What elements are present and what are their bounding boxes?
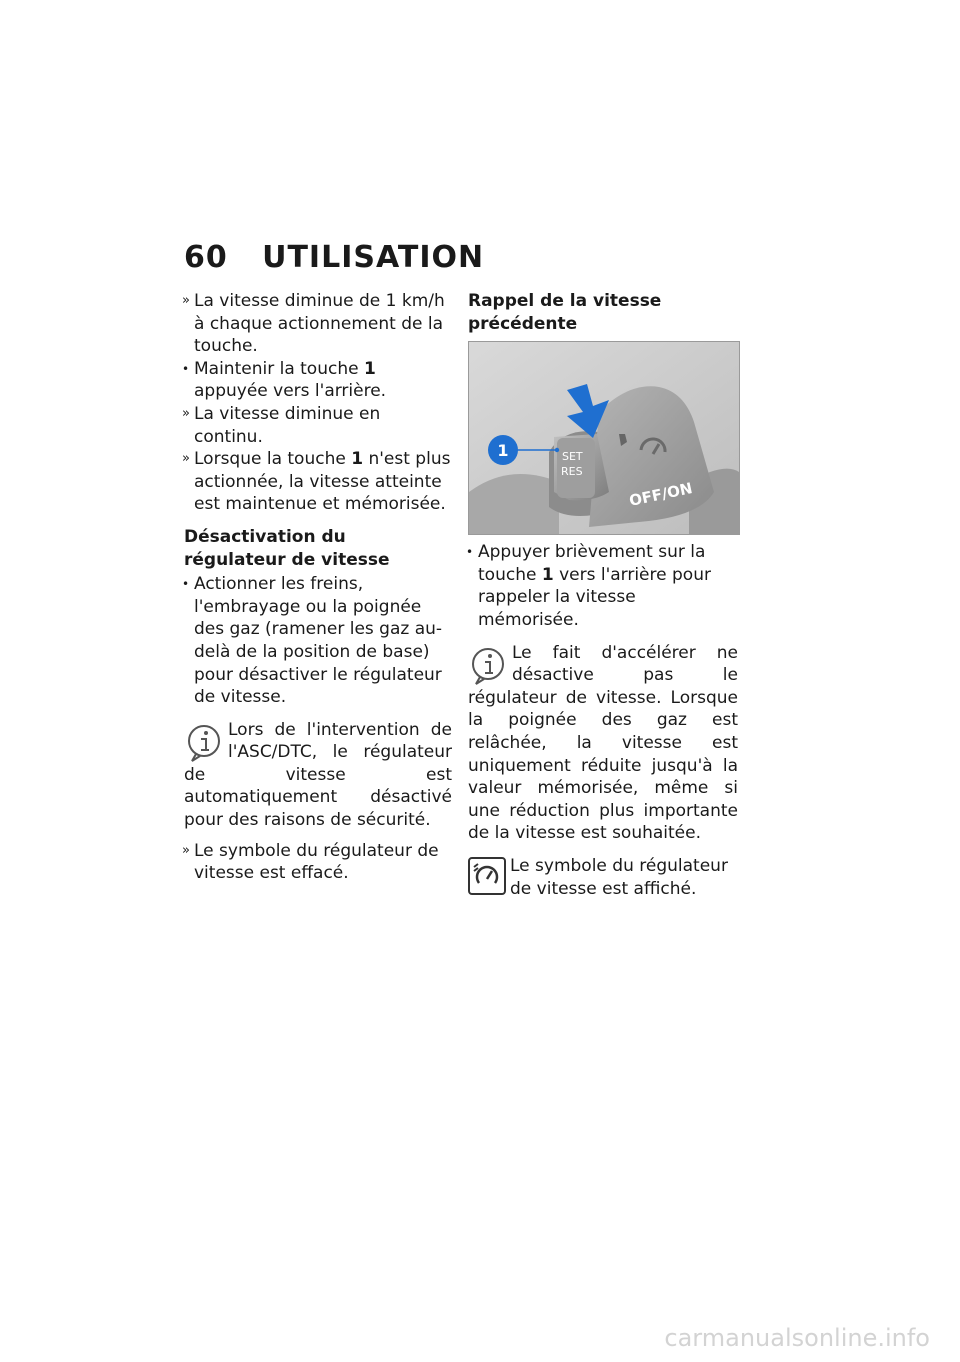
info-icon <box>468 646 508 686</box>
result-marker: » <box>182 293 190 308</box>
page-number: 60 <box>184 240 228 275</box>
list-item <box>184 358 452 403</box>
item-text: n'est plus actionnée, la vitesse atteinte est maintenue et mémorisée. <box>194 449 451 515</box>
item-text: Lorsque la touche <box>194 449 352 470</box>
switch-label-offon: OFF/ON <box>627 479 694 511</box>
info-note <box>468 642 738 845</box>
switch-illustration <box>468 341 740 535</box>
section-heading-deactivation: Désactivation du régulateur de vitesse <box>184 526 390 570</box>
bullet-marker: • <box>182 577 190 592</box>
watermark: carmanualsonline.info <box>664 1324 930 1352</box>
section-heading-recall: Rappel de la vitesse précédente <box>468 291 662 334</box>
list-item <box>184 290 452 358</box>
symbol-note <box>468 855 738 900</box>
item-text: La vitesse diminue de 1 km/h à chaque actionnement de la touche. <box>194 291 445 357</box>
result-marker: » <box>182 842 190 858</box>
button-label-set: SET <box>562 450 583 464</box>
list-item <box>184 448 452 516</box>
item-text: Appuyer brièvement sur la touche <box>478 542 706 585</box>
info-note <box>184 719 452 832</box>
item-text: La vitesse diminue en continu. <box>194 403 381 447</box>
callout-number: 1 <box>497 441 509 461</box>
cruise-control-icon <box>468 857 506 895</box>
item-text: Le symbole du régulateur de vitesse est effacé. <box>194 840 439 884</box>
list-item <box>468 541 738 631</box>
bullet-marker: • <box>182 361 190 376</box>
list-item <box>184 573 452 709</box>
page-title <box>184 240 484 275</box>
key-reference: 1 <box>363 358 376 379</box>
item-text: vers l'arrière pour rappeler la vitesse mémorisée. <box>478 564 711 630</box>
result-marker: » <box>182 405 190 421</box>
item-text: appuyée vers l'arrière. <box>194 381 387 402</box>
left-column <box>184 290 452 885</box>
key-reference: 1 <box>541 564 554 585</box>
button-label-res: RES <box>561 465 583 479</box>
note-text: Lors de l'intervention de l'ASC/DTC, le régulateur de vitesse est automatiquement désactivé pour des raisons de sécurité. <box>184 719 452 831</box>
bullet-marker: • <box>466 545 474 560</box>
list-item <box>184 840 452 885</box>
section-title: UTILISATION <box>262 240 485 275</box>
right-column <box>468 290 738 908</box>
item-text: Maintenir la touche <box>194 358 364 379</box>
info-icon <box>184 723 224 763</box>
note-text: Le fait d'accélérer ne désactive pas le régulateur de vitesse. Lorsque la poignée des gaz est relâchée, la vitesse est uniquement réduite jusqu'à la valeur mémorisée, même si une réduction plus importante de la vitesse est souhaitée. <box>468 642 738 844</box>
key-reference: 1 <box>351 449 364 470</box>
list-item <box>184 403 452 448</box>
item-text: Actionner les freins, l'embrayage ou la poignée des gaz (ramener les gaz au-delà de la position de base) pour désactiver le régulateur de vitesse. <box>194 574 443 708</box>
note-text: Le symbole du régulateur de vitesse est affiché. <box>510 855 728 899</box>
result-marker: » <box>182 451 190 467</box>
